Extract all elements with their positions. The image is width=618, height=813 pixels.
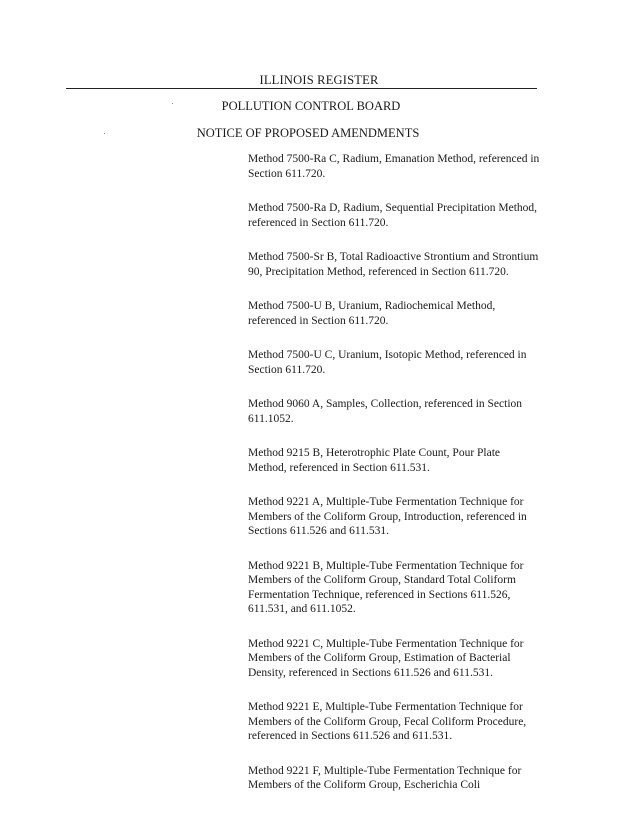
method-item: Method 9060 A, Samples, Collection, referenced in Section 611.1052.	[248, 398, 523, 425]
method-item: Method 9221 B, Multiple-Tube Fermentation Technique for Members of the Coliform Group, Standard Total Coliform Fermentation Technique, referenced in Sections 611.526, 611.531, and 611.1052.	[248, 559, 524, 615]
header-rule	[66, 88, 537, 89]
scan-speck	[172, 103, 173, 104]
method-item: Method 9221 F, Multiple-Tube Fermentation Technique for Members of the Coliform Group, Escherichia Coli	[248, 764, 522, 791]
method-item: Method 9221 C, Multiple-Tube Fermentation Technique for Members of the Coliform Group, Estimation of Bacterial Density, referenced in Sections 611.526 and 611.531.	[248, 637, 524, 679]
method-item: Method 7500-Ra D, Radium, Sequential Precipitation Method, referenced in Section 611.720.	[248, 202, 538, 229]
scan-speck	[104, 133, 105, 134]
method-item: Method 9221 E, Multiple-Tube Fermentation Technique for Members of the Coliform Group, Fecal Coliform Procedure, referenced in Sections 611.526 and 611.531.	[248, 701, 527, 742]
method-item: Method 9215 B, Heterotrophic Plate Count, Pour Plate Method, referenced in Section 611.531.	[248, 447, 501, 474]
method-item: Method 7500-U C, Uranium, Isotopic Method, referenced in Section 611.720.	[248, 349, 527, 376]
method-item: Method 7500-Ra C, Radium, Emanation Method, referenced in Section 611.720.	[248, 153, 540, 180]
method-list	[248, 152, 540, 813]
notice-heading: NOTICE OF PROPOSED AMENDMENTS	[196, 126, 420, 140]
method-item: Method 7500-U B, Uranium, Radiochemical Method, referenced in Section 611.720.	[248, 300, 496, 327]
agency-name: POLLUTION CONTROL BOARD	[221, 99, 401, 113]
method-item: Method 9221 A, Multiple-Tube Fermentation Technique for Members of the Coliform Group, Introduction, referenced in Sections 611.526 and 611.531.	[248, 496, 527, 537]
method-item: Method 7500-Sr B, Total Radioactive Strontium and Strontium 90, Precipitation Method, referenced in Section 611.720.	[248, 251, 539, 278]
register-title: ILLINOIS REGISTER	[259, 73, 379, 87]
